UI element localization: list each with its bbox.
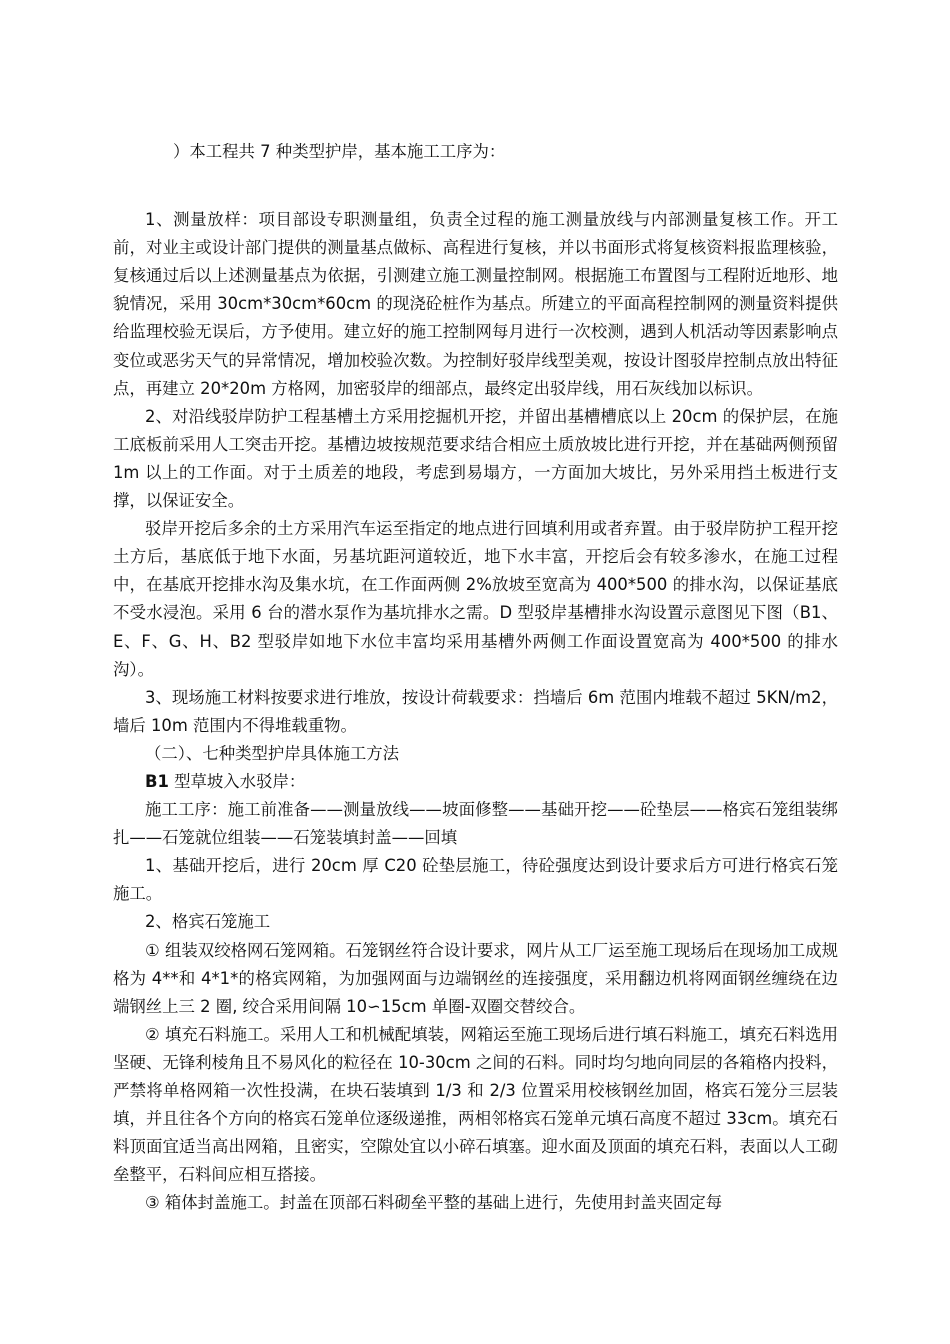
paragraph-materials: 3、现场施工材料按要求进行堆放，按设计荷载要求：挡墙后 6m 范围内堆载不超过 5KN/m2，墙后 10m 范围内不得堆载重物。 [113, 687, 838, 735]
subsection-heading [113, 768, 838, 796]
paragraph-drainage: 驳岸开挖后多余的土方采用汽车运至指定的地点进行回填利用或者弃置。由于驳岸防护工程开挖土方后，基底低于地下水面，另基坑距河道较近，地下水丰富，开挖后会有较多渗水，在施工过程中，在基底开挖排水沟及集水坑，在工作面两侧 2%放坡至宽高为 400*500 的排水沟，以保证基底不受水浸泡。采用 6 台的潜水泵作为基坑排水之需。D 型驳岸基槽排水沟设置示意图见下图（B1、E、F、G、H、B2 型驳岸如地下水位丰富均采用基槽外两侧工作面设置宽高为 400*500 的排水沟）。 [113, 519, 838, 679]
paragraph-procedure: 施工工序：施工前准备——测量放线——坡面修整——基础开挖——砼垫层——格宾石笼组装绑扎——石笼就位组装——石笼装填封盖——回填 [113, 800, 838, 848]
paragraph-stone-filling: ② 填充石料施工。采用人工和机械配填装，网箱运至施工现场后进行填石料施工，填充石料选用坚硬、无锋利棱角且不易风化的粒径在 10-30cm 之间的石料。同时均匀地向同层的各箱格内投料，严禁将单格网箱一次性投满，在块石装填到 1/3 和 2/3 位置采用校核钢丝加固，格宾石笼分三层装填，并且往各个方向的格宾石笼单位逐级递推，两相邻格宾石笼单元填石高度不超过 33cm。填充石料顶面宜适当高出网箱，且密实，空隙处宜以小碎石填塞。迎水面及顶面的填充石料，表面以人工砌垒整平，石料间应相互搭接。 [113, 1024, 838, 1185]
paragraph-gabion-title: 2、格宾石笼施工 [145, 912, 271, 932]
document-body [113, 138, 838, 1217]
subsection-heading-code: B1 [145, 771, 169, 791]
paragraph-gap [113, 166, 838, 206]
paragraph-foundation: 1、基础开挖后，进行 20cm 厚 C20 砼垫层施工，待砼强度达到设计要求后方可进行格宾石笼施工。 [113, 856, 838, 904]
paragraph-gabion-assembly: ① 组装双绞格网石笼网箱。石笼钢丝符合设计要求，网片从工厂运至施工现场后在现场加工成规格为 4**和 4*1*的格宾网箱，为加强网面与边端钢丝的连接强度，采用翻边机将网面钢丝缠绕在边端钢丝上三 2 圈, 绞合采用间隔 10∽15cm 单圈-双圈交替绞合。 [113, 940, 838, 1016]
section-heading: （二）、七种类型护岸具体施工方法 [145, 743, 400, 763]
intro-line: ）本工程共 7 种类型护岸，基本施工工序为： [173, 142, 506, 161]
paragraph-excavation: 2、对沿线驳岸防护工程基槽土方采用挖掘机开挖，并留出基槽槽底以上 20cm 的保护层，在施工底板前采用人工突击开挖。基槽边坡按规范要求结合相应土质放坡比进行开挖，并在基础两侧预留 1m 以上的工作面。对于土质差的地段，考虑到易塌方，一方面加大坡比，另外采用挡土板进行支撑，以保证安全。 [113, 406, 838, 511]
paragraph-box-cover: ③ 箱体封盖施工。封盖在顶部石料砌垒平整的基础上进行，先使用封盖夹固定每 [145, 1193, 723, 1213]
subsection-heading-text: 型草坡入水驳岸： [168, 771, 306, 791]
paragraph-survey: 1、测量放样：项目部设专职测量组，负责全过程的施工测量放线与内部测量复核工作。开工前，对业主或设计部门提供的测量基点做标、高程进行复核，并以书面形式将复核资料报监理核验，复核通过后以上述测量基点为依据，引测建立施工测量控制网。根据施工布置图与工程附近地形、地貌情况，采用 30cm*30cm*60cm 的现浇砼桩作为基点。所建立的平面高程控制网的测量资料提供给监理校验无误后，方予使用。建立好的施工控制网每月进行一次校测，遇到人机活动等因素影响点变位或恶劣天气的异常情况，增加校验次数。为控制好驳岸线型美观，按设计图驳岸控制点放出特征点，再建立 20*20m 方格网，加密驳岸的细部点，最终定出驳岸线，用石灰线加以标识。 [113, 210, 838, 398]
